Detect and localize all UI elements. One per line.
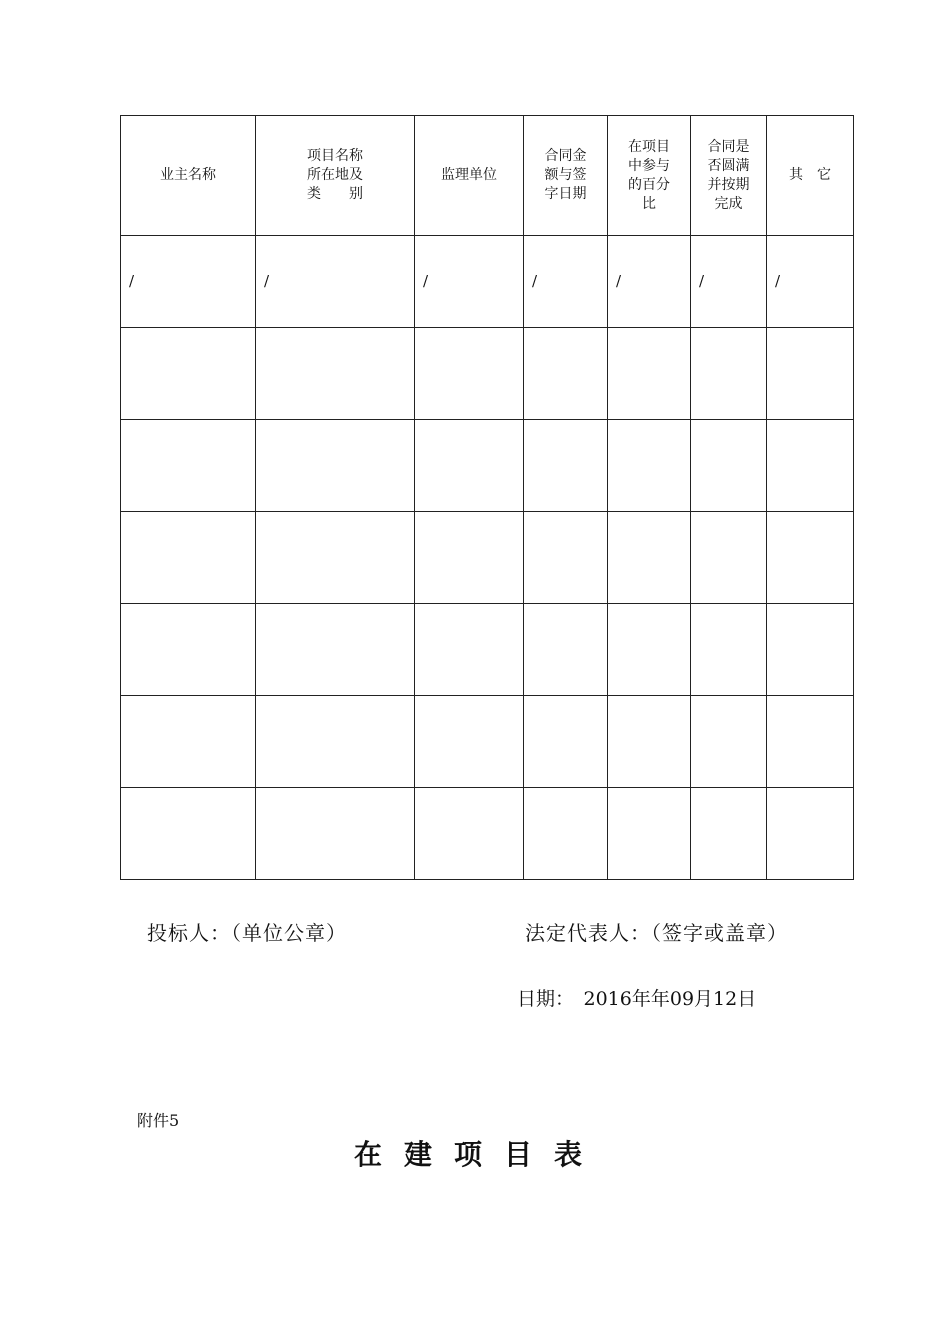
table-cell [121, 604, 256, 696]
table-cell [256, 788, 415, 880]
table-cell [524, 788, 608, 880]
table-cell: / [256, 236, 415, 328]
table-cell: / [121, 236, 256, 328]
table-row [121, 512, 854, 604]
table-cell [767, 512, 854, 604]
table-cell [608, 788, 691, 880]
table-cell [608, 328, 691, 420]
table-cell [524, 328, 608, 420]
header-owner: 业主名称 [121, 116, 256, 236]
annex-label: 附件5 [137, 1111, 180, 1130]
table-cell: / [767, 236, 854, 328]
table-cell [691, 328, 767, 420]
table-cell [524, 420, 608, 512]
table-cell [608, 696, 691, 788]
table-cell [691, 788, 767, 880]
header-contract-amount: 合同金 额与签 字日期 [524, 116, 608, 236]
table-header-row [121, 116, 854, 236]
table-cell [608, 420, 691, 512]
table-cell [415, 512, 524, 604]
table-cell [415, 328, 524, 420]
table-cell [767, 788, 854, 880]
project-table [120, 115, 854, 880]
table-cell [256, 604, 415, 696]
table-cell [691, 696, 767, 788]
date-line: 日期： 2016年年09月12日 [517, 988, 757, 1010]
table-cell [608, 604, 691, 696]
table-cell [767, 328, 854, 420]
header-other: 其 它 [767, 116, 854, 236]
table-cell [121, 512, 256, 604]
table-cell [691, 420, 767, 512]
table-cell [415, 696, 524, 788]
bidder-seal-label: 投标人：（单位公章） [147, 921, 347, 945]
table-cell [415, 788, 524, 880]
table-row [121, 788, 854, 880]
header-participation-percent: 在项目 中参与 的百分 比 [608, 116, 691, 236]
header-supervisor: 监理单位 [415, 116, 524, 236]
table-cell [121, 696, 256, 788]
page-title: 在建项目表 [353, 1138, 604, 1171]
header-completion: 合同是 否圆满 并按期 完成 [691, 116, 767, 236]
table-row [121, 604, 854, 696]
table-cell [415, 420, 524, 512]
table-cell [256, 328, 415, 420]
table-cell: / [691, 236, 767, 328]
table-cell [121, 328, 256, 420]
table-cell [524, 604, 608, 696]
table-cell [524, 696, 608, 788]
table-cell [256, 420, 415, 512]
table-cell [121, 420, 256, 512]
table-cell [767, 696, 854, 788]
table-cell: / [608, 236, 691, 328]
table-cell [256, 512, 415, 604]
table-row [121, 236, 854, 328]
table-cell [256, 696, 415, 788]
table-row [121, 420, 854, 512]
table-cell [121, 788, 256, 880]
table-cell: / [524, 236, 608, 328]
table-cell: / [415, 236, 524, 328]
table-row [121, 328, 854, 420]
table-cell [767, 420, 854, 512]
table-cell [608, 512, 691, 604]
table-cell [415, 604, 524, 696]
table-cell [691, 604, 767, 696]
legal-representative-label: 法定代表人：（签字或盖章） [525, 921, 788, 945]
table-cell [691, 512, 767, 604]
table-row [121, 696, 854, 788]
header-project-name: 项目名称 所在地及 类 别 [256, 116, 415, 236]
table-cell [524, 512, 608, 604]
table-cell [767, 604, 854, 696]
